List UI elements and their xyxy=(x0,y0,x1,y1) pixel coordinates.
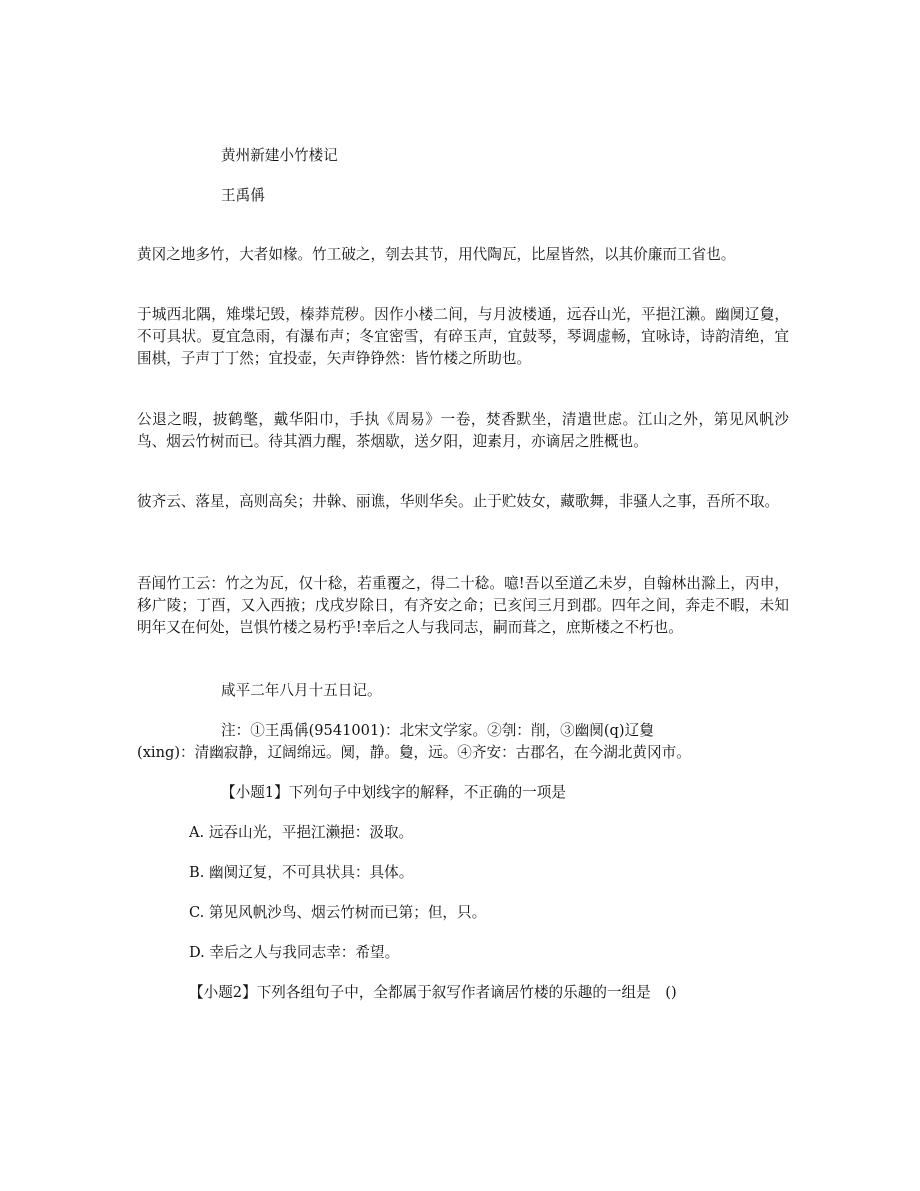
paragraph-1: 黄冈之地多竹，大者如椽。竹工破之，刳去其节，用代陶瓦，比屋皆然，以其价廉而工省也。 xyxy=(137,246,736,263)
document-author: 王禹偁 xyxy=(221,187,265,204)
document-title: 黄州新建小竹楼记 xyxy=(221,147,338,164)
question-1-title: 【小题1】下列句子中划线字的解释，不正确的一项是 xyxy=(221,784,566,801)
paragraph-3: 公退之暇，披鹤氅，戴华阳巾，手执《周易》一卷，焚香默坐，清遣世虑。江山之外，第见风帆沙鸟、烟云竹树而已。待其酒力醒，茶烟歇，送夕阳，迎素月，亦谪居之胜概也。 xyxy=(137,411,789,450)
question-1-option-d: D. 幸后之人与我同志幸：希望。 xyxy=(189,944,400,961)
date-line: 咸平二年八月十五日记。 xyxy=(221,682,382,699)
question-1-option-b: B. 幽阒辽复，不可具状具：具体。 xyxy=(189,864,414,881)
question-1-option-a: A. 远吞山光，平挹江濑挹：汲取。 xyxy=(189,824,414,841)
note-line-2: (xing)：清幽寂静，辽阔绵远。阒，静。敻，远。④齐安：古郡名，在今湖北黄冈市。 xyxy=(137,744,691,761)
question-2-title: 【小题2】下列各组句子中，全都属于叙写作者谪居竹楼的乐趣的一组是 () xyxy=(189,984,677,1001)
question-1-option-c: C. 第见风帆沙鸟、烟云竹树而已第；但，只。 xyxy=(189,904,487,921)
paragraph-2: 于城西北隅，雉堞圮毁，榛莽荒秽。因作小楼二间，与月波楼通，远吞山光，平挹江濑。幽阒辽敻，不可具状。夏宜急雨，有瀑布声；冬宜密雪，有碎玉声，宜鼓琴，琴调虚畅，宜咏诗，诗韵清绝，宜围棋，子声丁丁然；宜投壶，矢声铮铮然：皆竹楼之所助也。 xyxy=(137,306,789,367)
paragraph-4: 彼齐云、落星，高则高矣；井榦、丽谯，华则华矣。止于贮妓女，藏歌舞，非骚人之事，吾所不取。 xyxy=(137,493,780,510)
paragraph-5: 吾闻竹工云：竹之为瓦，仅十稔，若重覆之，得二十稔。噫!吾以至道乙未岁，自翰林出滁上，丙申，移广陵；丁酉，又入西掖；戊戌岁除日，有齐安之命；已亥闰三月到郡。四年之间，奔走不暇，未知明年又在何处，岂惧竹楼之易朽乎!幸后之人与我同志，嗣而葺之，庶斯楼之不朽也。 xyxy=(137,575,789,636)
note-line-1: 注：①王禹偁(9541001)：北宋文学家。②刳：削，③幽阒(q)辽敻 xyxy=(221,722,654,739)
